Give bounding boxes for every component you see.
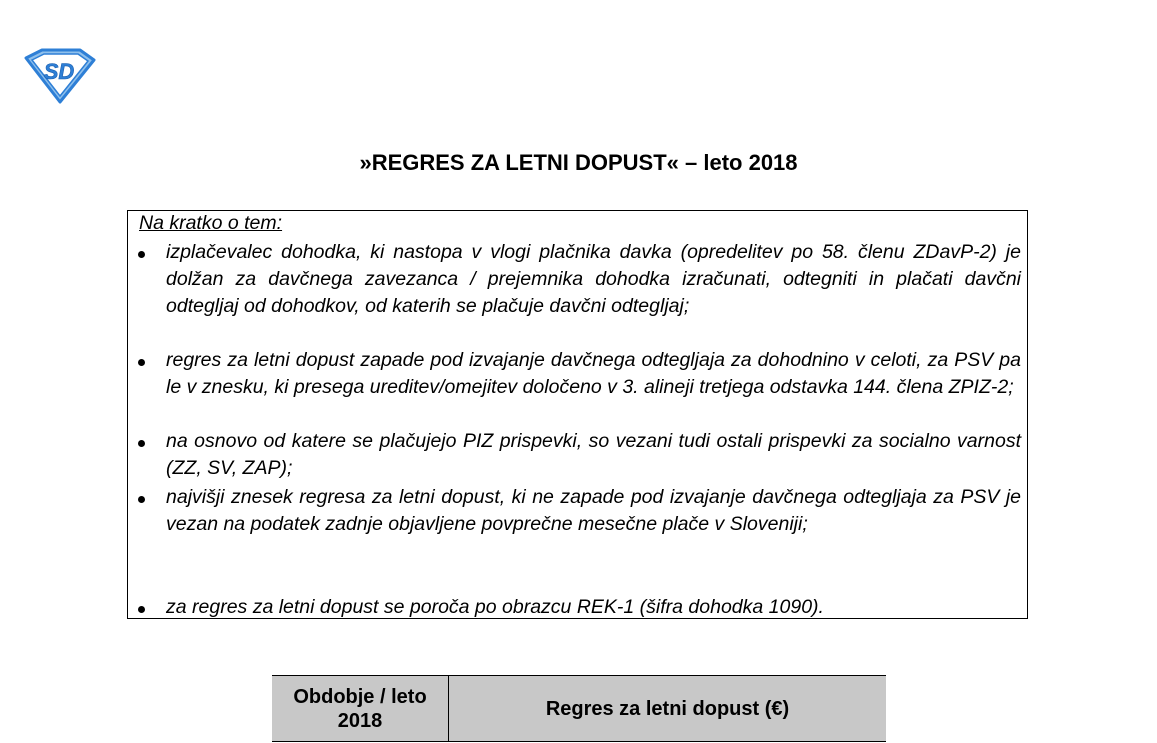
bullet-icon (138, 359, 145, 366)
regres-table (272, 675, 886, 742)
column-header-amount: Regres za letni dopust (€) (545, 697, 790, 720)
bullet-icon (138, 251, 145, 258)
shield-logo-icon (22, 48, 96, 104)
bullet-icon (138, 606, 145, 613)
column-header-period: Obdobje / leto 2018 (272, 676, 449, 741)
summary-heading: Na kratko o tem: (139, 212, 283, 234)
bullet-icon (138, 496, 145, 503)
bullet-item: regres za letni dopust zapade pod izvajanje davčnega odtegljaja za dohodnino v celoti, za PSV pa le v znesku, ki presega ureditev/omejitev določeno v 3. alineji tretjega odstavka 144. člena ZPIZ-2; (166, 349, 1021, 398)
logo-letters: SD (43, 59, 75, 84)
bullet-item: za regres za letni dopust se poroča po obrazcu REK-1 (šifra dohodka 1090). (166, 596, 824, 618)
bullet-item: na osnovo od katere se plačujejo PIZ prispevki, so vezani tudi ostali prispevki za socialno varnost (ZZ, SV, ZAP); (166, 430, 1021, 479)
company-logo (22, 48, 96, 104)
bullet-item: najvišji znesek regresa za letni dopust, ki ne zapade pod izvajanje davčnega odtegljaja za PSV je vezan na podatek zadnje objavljene povprečne mesečne plače v Sloveniji; (166, 486, 1021, 535)
page-title: »REGRES ZA LETNI DOPUST« – leto 2018 (359, 150, 798, 175)
summary-box (127, 210, 1028, 619)
bullet-icon (138, 440, 145, 447)
bullet-item: izplačevalec dohodka, ki nastopa v vlogi plačnika davka (opredelitev po 58. členu ZDavP-2) je dolžan za davčnega zavezanca / prejemnika dohodka izračunati, odtegniti in plačati davčni odtegljaj od dohodkov, od katerih se plačuje davčni odtegljaj; (166, 241, 1021, 317)
